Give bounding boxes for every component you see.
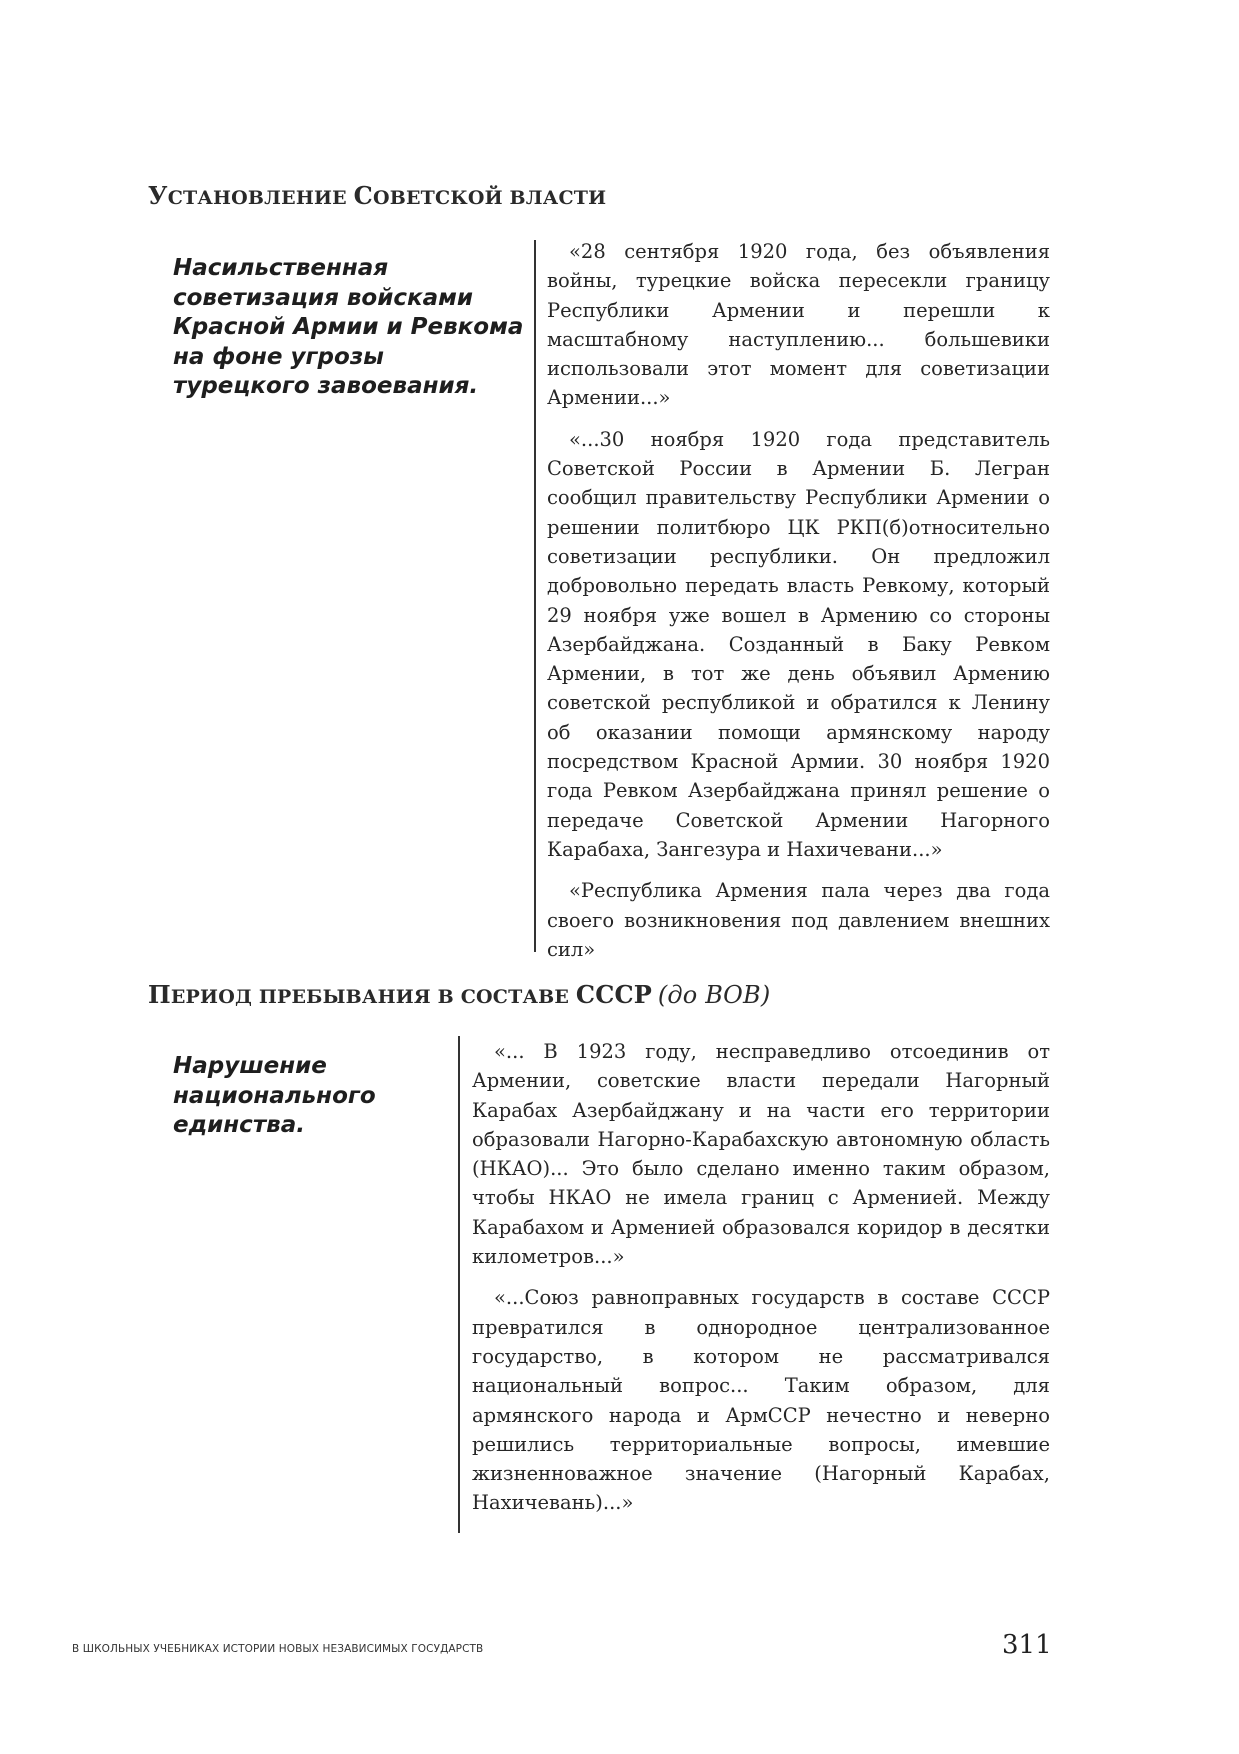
heading-italic: (до ВОВ) [657, 981, 771, 1009]
quotes-ussr-period [472, 1037, 1050, 1530]
section-heading-ussr-period [148, 980, 770, 1009]
quote-paragraph: «Республика Армения пала через два года своего возникновения под давлением внешних сил» [547, 879, 1050, 961]
heading-cap: У [148, 181, 168, 210]
heading-text: СТАНОВЛЕНИЕ [167, 187, 354, 209]
heading-text: ЕРИОД ПРЕБЫВАНИЯ В СОСТАВЕ [170, 986, 576, 1008]
quotes-soviet-power [547, 237, 1050, 976]
quote-paragraph: «... В 1923 году, несправедливо отсоединив от Армении, советские власти передали Нагорный Карабах Азербайджану и на части его территории образовали Нагорно-Карабахскую автономную область (НКАО)... Это было сделано именно таким образом, чтобы НКАО не имела границ с Арменией. Между Карабахом и Арменией образовался коридор в десятки километров...» [472, 1040, 1050, 1269]
quote-paragraph: «...30 ноября 1920 года представитель Советской России в Армении Б. Легран сообщил правительству Республики Армении о решении политбюро ЦК РКП(б)относительно советизации республики. Он предложил добровольно передать власть Ревкому, который 29 ноября уже вошел в Армению со стороны Азербайджана. Созданный в Баку Ревком Армении, в тот же день объявил Армению советской республикой и обратился к Ленину об оказании помощи армянскому народу посредством Красной Армии. 30 ноября 1920 года Ревком Азербайджана принял решение о передаче Советской Армении Нагорного Карабаха, Зангезура и Нахичевани...» [547, 427, 1050, 861]
heading-cap: П [148, 980, 171, 1009]
quote-paragraph: «...Союз равноправных государств в составе СССР превратился в однородное централизованное государство, в котором не рассматривался национальный вопрос... Таким образом, для армянского народа и АрмССР нечестно и неверно решились территориальные вопросы, имевшие жизненноважное значение (Нагорный Карабах, Нахичевань)...» [472, 1286, 1050, 1515]
thesis-soviet-power: Насильственная советизация войсками Красной Армии и Ревкома на фоне угрозы турецкого завоевания. [173, 255, 524, 399]
heading-text: ОВЕТСКОЙ ВЛАСТИ [372, 187, 607, 209]
thesis-national-unity: Нарушение национального единства. [173, 1053, 376, 1138]
page-number: 311 [1002, 1630, 1052, 1660]
running-title: В ШКОЛЬНЫХ УЧЕБНИКАХ ИСТОРИИ НОВЫХ НЕЗАВИСИМЫХ ГОСУДАРСТВ [72, 1643, 484, 1655]
column-divider [458, 1036, 460, 1533]
column-divider [534, 240, 536, 952]
heading-cap: СССР [575, 980, 653, 1009]
quote-paragraph: «28 сентября 1920 года, без объявления войны, турецкие войска пересекли границу Республики Армении и перешли к масштабному наступлению... большевики использовали этот момент для советизации Армении...» [547, 240, 1050, 410]
section-heading-soviet-power [148, 181, 606, 210]
heading-cap: С [353, 181, 373, 210]
